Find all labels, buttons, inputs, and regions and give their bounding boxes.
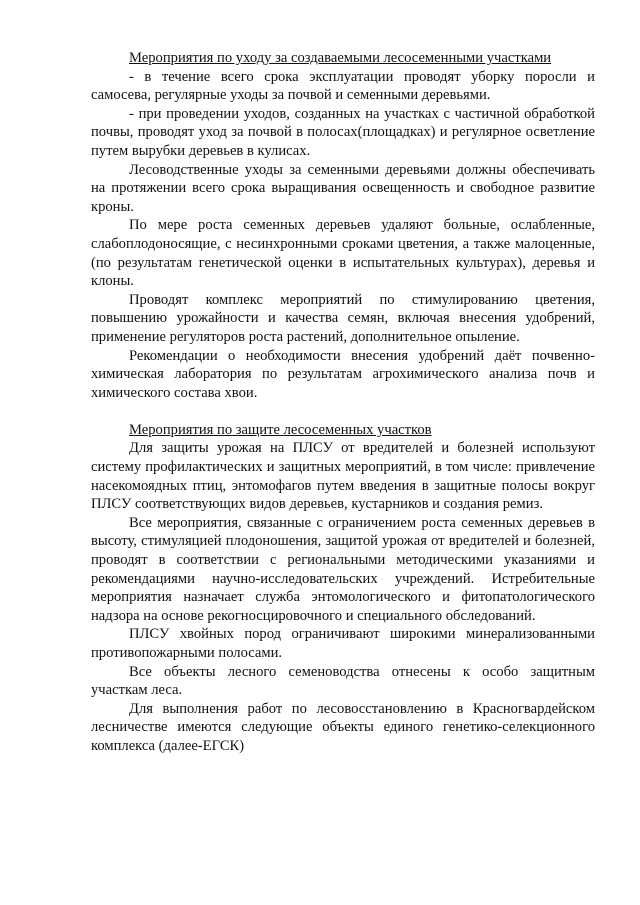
paragraph: Все объекты лесного семеноводства отнесены к особо защитным участкам леса.	[91, 663, 595, 699]
section-gap	[91, 402, 595, 421]
section-heading-care: Мероприятия по уходу за создаваемыми лесосеменными участками	[129, 50, 552, 66]
paragraph: Рекомендации о необходимости внесения удобрений даёт почвенно-химическая лаборатория по результатам агрохимического анализа почв и химического состава хвои.	[91, 347, 595, 401]
paragraph: По мере роста семенных деревьев удаляют больные, ослабленные, слабоплодоносящие, с несинхронными сроками цветения, а также малоценные, (по результатам генетической оценки в испытательных культурах), деревья и клоны.	[91, 217, 595, 290]
paragraph: ПЛСУ хвойных пород ограничивают широкими минерализованными противопожарными полосами.	[91, 626, 595, 661]
paragraph: Для защиты урожая на ПЛСУ от вредителей и болезней используют систему профилактических и защитных мероприятий, в том числе: привлечение насекомоядных птиц, энтомофагов путем введения в защитные полосы вокруг ПЛСУ соответствующих видов деревьев, кустарников и создания ремиз.	[91, 440, 595, 513]
paragraph: Для выполнения работ по лесовосстановлению в Красногвардейском лесничестве имеются следующие объекты единого генетико-селекционного комплекса (далее-ЕГСК)	[91, 700, 595, 754]
paragraph: Лесоводственные уходы за семенными деревьями должны обеспечивать на протяжении всего срока выращивания освещенность и свободное развитие кроны.	[91, 161, 595, 215]
document-page	[91, 49, 595, 756]
paragraph: - при проведении уходов, созданных на участках с частичной обработкой почвы, проводят уход за почвой в полосах(площадках) и регулярное осветление путем вырубки деревьев в кулисах.	[91, 105, 595, 159]
paragraph: - в течение всего срока эксплуатации проводят уборку поросли и самосева, регулярные уходы за почвой и семенными деревьями.	[91, 68, 595, 104]
section-heading-protection: Мероприятия по защите лесосеменных участков	[129, 421, 432, 438]
paragraph: Все мероприятия, связанные с ограничением роста семенных деревьев в высоту, стимуляцией плодоношения, защитой урожая от вредителей и болезней, проводят в соответствии с региональными методическими указаниями и рекомендациями научно-исследовательских учреждений. Истребительные мероприятия назначает служба энтомологического и фитопатологического надзора на основе рекогносцировочного и специального обследований.	[91, 514, 595, 624]
paragraph: Проводят комплекс мероприятий по стимулированию цветения, повышению урожайности и качества семян, включая внесения удобрений, применение регуляторов роста растений, дополнительное опыление.	[91, 291, 595, 345]
